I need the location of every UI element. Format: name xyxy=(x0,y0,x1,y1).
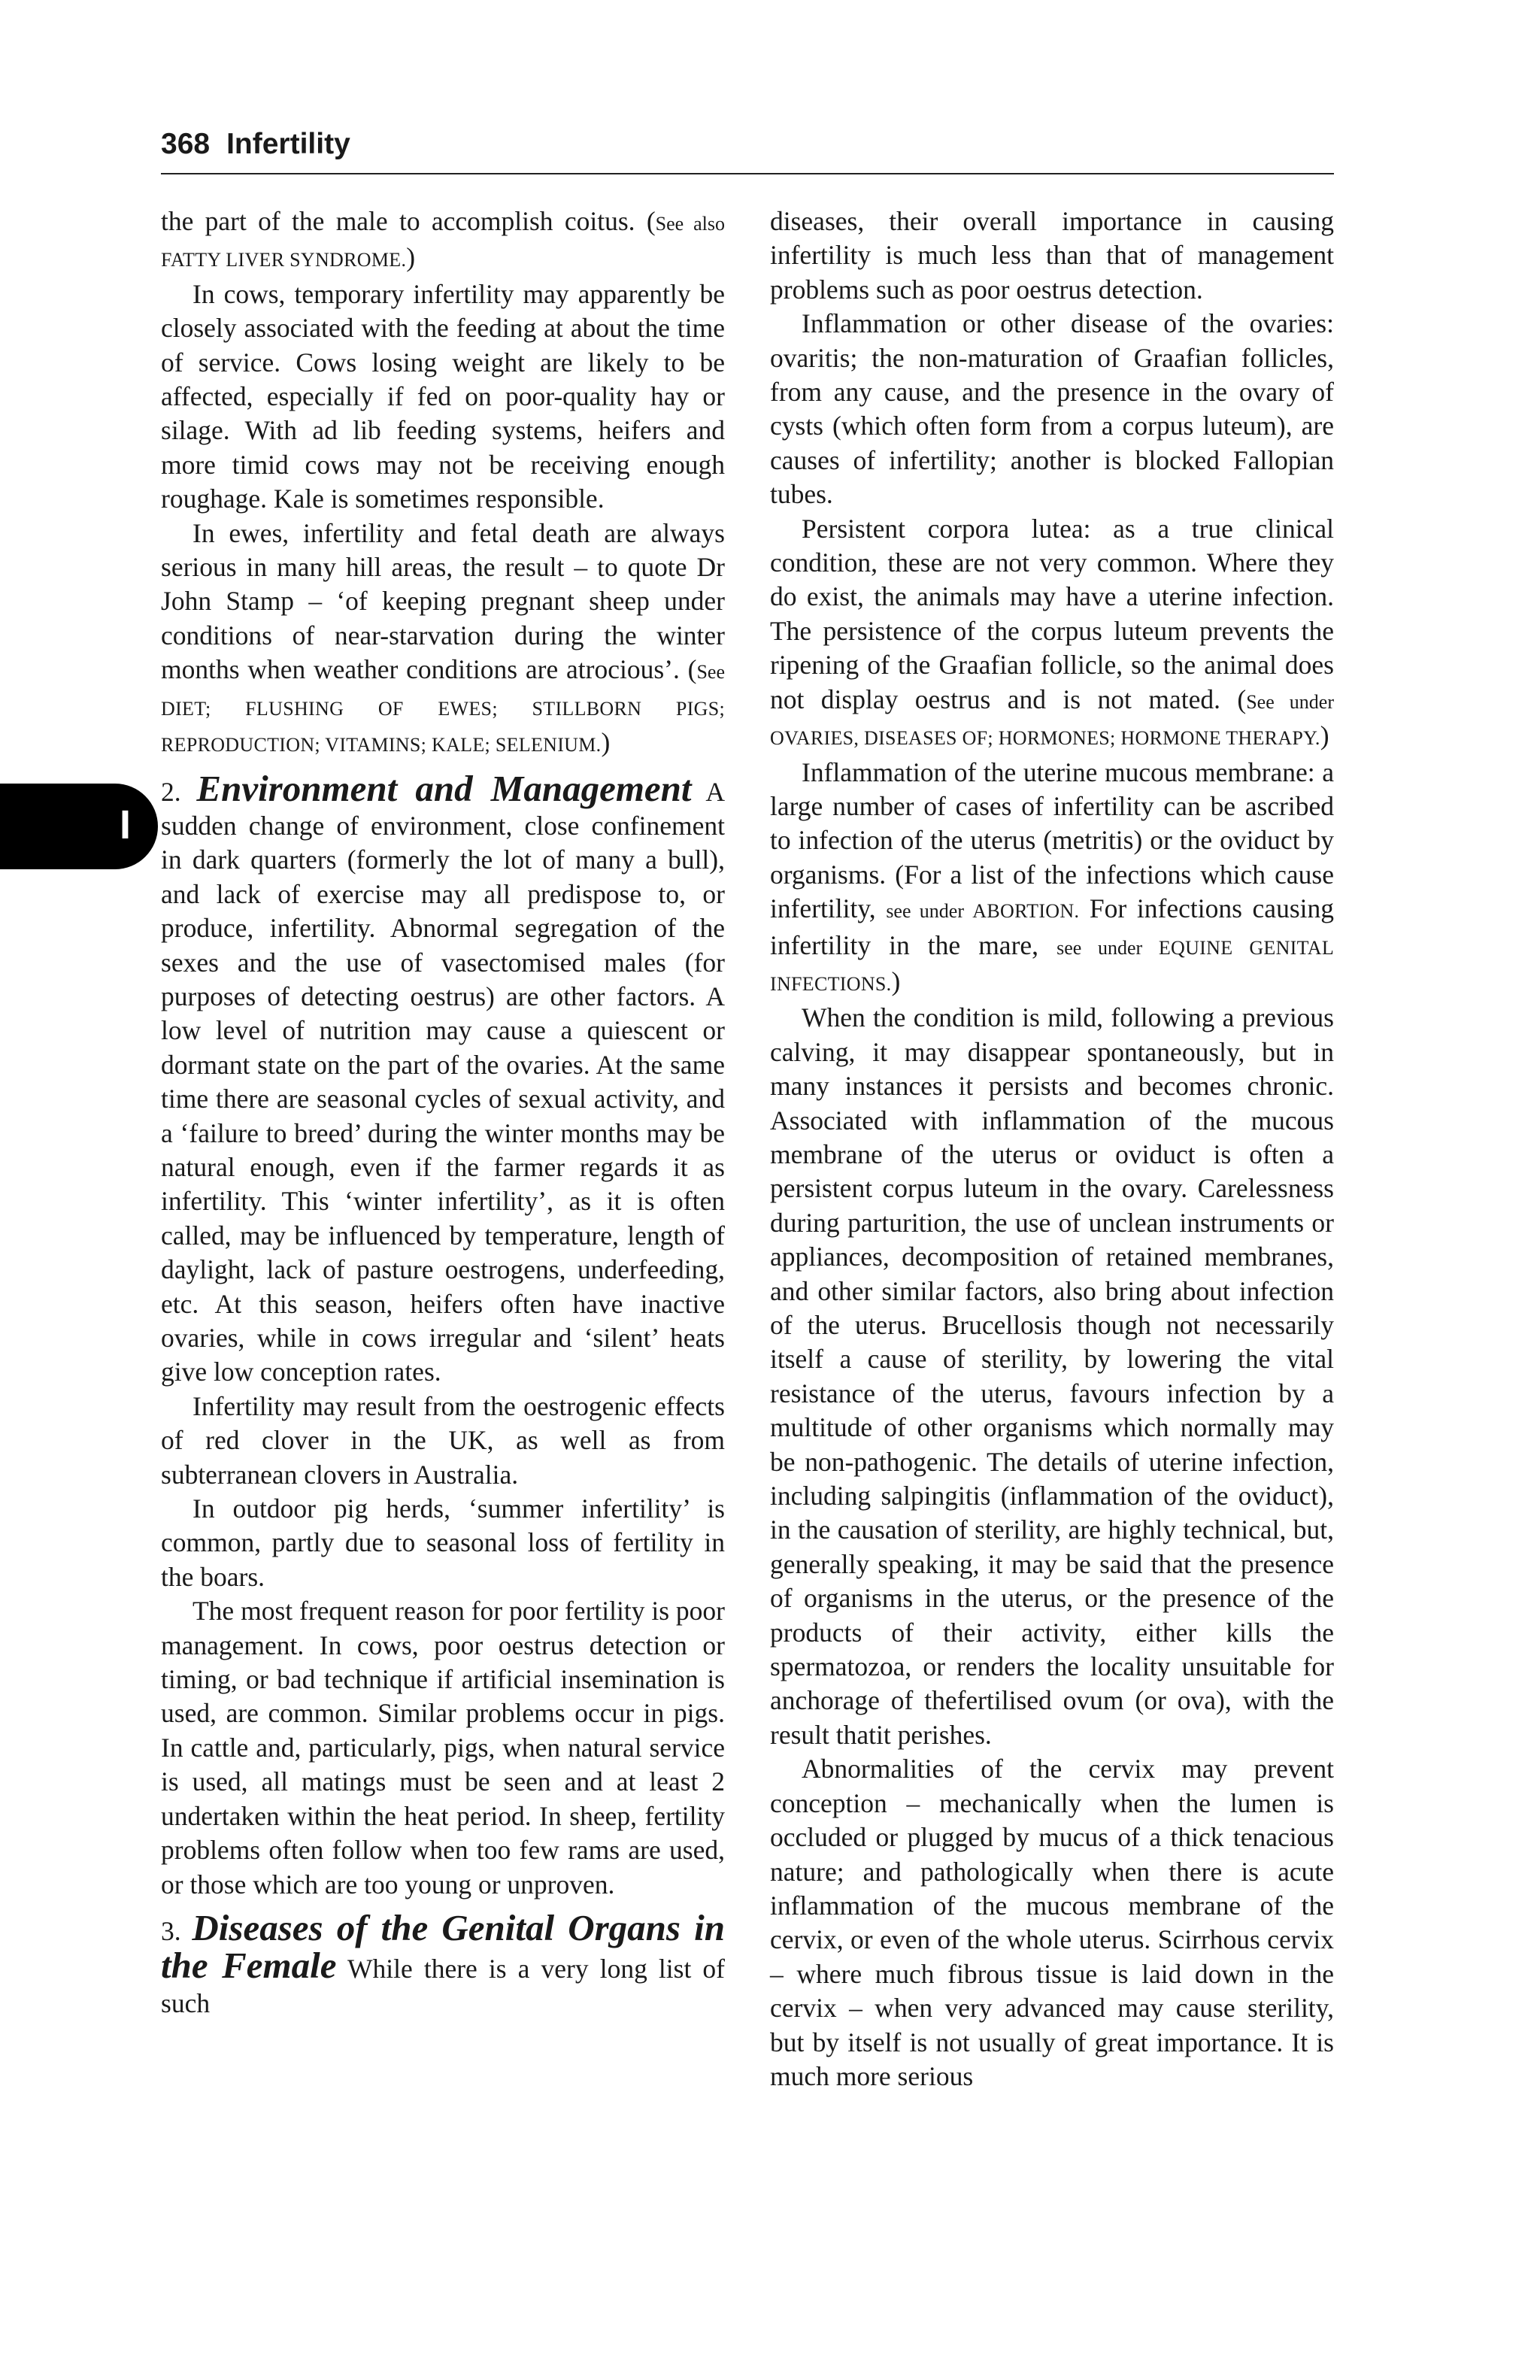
left-column xyxy=(161,205,725,2021)
cross-reference[interactable]: EQUINE GENITAL INFECTIONS. xyxy=(770,936,1334,995)
body-text: ) xyxy=(406,242,416,273)
body-text: ) xyxy=(1320,720,1329,751)
paragraph: diseases, their overall importance in causing infertility is much less than that of management problems such as poor oestrus detection. xyxy=(770,206,1334,305)
section-heading: Environment and Management xyxy=(196,767,692,809)
page-number: 368 xyxy=(161,128,211,160)
cross-reference[interactable]: DIET; FLUSHING OF EWES; STILLBORN PIGS; REPRODUCTION; VITAMINS; KALE; SELENIUM. xyxy=(161,697,725,756)
section-number: 2. xyxy=(161,776,181,807)
body-text: In ewes, infertility and fetal death are always serious in many hill areas, the result – to quote Dr John Stamp – ‘of keeping pregnant sheep under conditions of near-starvation during the winter months when weather conditions are atrocious’. ( xyxy=(161,517,725,685)
cross-reference[interactable]: OVARIES, DISEASES OF; HORMONES; HORMONE THERAPY. xyxy=(770,727,1320,750)
body-text: Persistent corpora lutea: as a true clinical condition, these are not very common. Where they do exist, the animals may have a uterine infection. The persistence of the corpus luteum prevents the ripening of the Graafian follicle, so the animal does not display oestrus and is not mated. ( xyxy=(770,513,1334,714)
paragraph: Infertility may result from the oestrogenic effects of red clover in the UK, as well as from subterranean clovers in Australia. xyxy=(161,1390,725,1490)
section-heading: Diseases of the Genital Organs in the Female xyxy=(161,1906,725,1987)
body-text: ) xyxy=(891,966,901,996)
cross-reference[interactable]: ABORTION. xyxy=(972,900,1080,923)
body-text: ) xyxy=(601,727,611,758)
cross-ref-prefix: See xyxy=(696,661,725,684)
body-text: While there is a very long list of such xyxy=(161,1954,726,2018)
paragraph: When the condition is mild, following a previous calving, it may disappear spontaneously, but in many instances it persists and becomes chronic. Associated with inflammation of the mucous membrane of the uterus or oviduct is often a persistent corpus luteum in the ovary. Carelessness during parturition, the use of unclean instruments or appliances, decomposition of retained membranes, and other similar factors, also bring about infection of the uterus. Brucellosis though not necessarily itself a cause of sterility, by lowering the vital resistance of the uterus, favours infection by a multitude of other organisms which normally may be non-pathogenic. The details of uterine infection, including salpingitis (inflammation of the oviduct), in the causation of sterility, are highly technical, but, generally speaking, it may be said that the presence of organisms in the uterus, or the presence of the products of their activity, either kills the spermatozoa, or renders the locality unsuitable for anchorage of thefertilised ovum (or ova), with the result thatit perishes. xyxy=(770,1002,1334,1750)
cross-ref-prefix: See also xyxy=(655,213,725,235)
cross-ref-prefix: see under xyxy=(1056,936,1159,959)
cross-ref-prefix: see under xyxy=(886,900,973,923)
paragraph xyxy=(770,756,1334,1002)
thumb-index-tab xyxy=(0,784,158,869)
cross-ref-prefix: See under xyxy=(1246,690,1334,713)
paragraph xyxy=(161,205,725,277)
section-3 xyxy=(161,1906,726,2021)
paragraph: The most frequent reason for poor fertility is poor management. In cows, poor oestrus detection or timing, or bad technique if artificial insemination is used, are common. Similar problems occur in pigs. In cattle and, particularly, pigs, when natural service is used, all matings must be seen and at least 2 undertaken within the heat period. In sheep, fertility problems often follow when too few rams are used, or those which are too young or unproven. xyxy=(161,1596,725,1899)
running-title: Infertility xyxy=(226,128,350,160)
thumb-index-letter: I xyxy=(119,802,131,847)
paragraph xyxy=(161,517,725,763)
paragraph: In outdoor pig herds, ‘summer infertility’ is common, partly due to seasonal loss of fertility in the boars. xyxy=(161,1493,725,1592)
section-2 xyxy=(161,767,726,1390)
paragraph xyxy=(770,512,1334,756)
cross-reference[interactable]: FATTY LIVER SYNDROME. xyxy=(161,249,407,271)
paragraph: Inflammation or other disease of the ovaries: ovaritis; the non-maturation of Graafian follicles, from any cause, and the presence in the ovary of cysts (which often form from a corpus luteum), are causes of infertility; another is blocked Fallopian tubes. xyxy=(770,308,1334,510)
body-text: Inflammation of the uterine mucous membrane: a large number of cases of infertility can be ascribed to infection of the uterus (metritis) or the oviduct by organisms. (For a list of the infections which cause infertility, xyxy=(770,756,1334,924)
section-number: 3. xyxy=(161,1915,181,1946)
paragraph: In cows, temporary infertility may apparently be closely associated with the feeding at about the time of service. Cows losing weight are likely to be affected, especially if fed on poor-quality hay or silage. With ad lib feeding systems, heifers and more timid cows may not be receiving enough roughage. Kale is sometimes responsible. xyxy=(161,278,725,514)
body-text: A sudden change of environment, close confinement in dark quarters (formerly the lot of many a bull), and lack of exercise may all predispose to, or produce, infertility. Abnormal segregation of the sexes and the use of vasectomised males (for purposes of detecting oestrus) are other factors. A low level of nutrition may cause a quiescent or dormant state on the part of the ovaries. At the same time there are seasonal cycles of sexual activity, and a ‘failure to breed’ during the winter months may be natural enough, even if the farmer regards it as infertility. This ‘winter infertility’, as it is often called, may be influenced by temperature, length of daylight, lack of pasture oestrogens, underfeeding, etc. At this season, heifers often have inactive ovaries, while in cows irregular and ‘silent’ heats give low conception rates. xyxy=(161,776,726,1387)
paragraph: Abnormalities of the cervix may prevent conception – mechanically when the lumen is occluded or plugged by mucus of a thick tenacious nature; and pathologically when there is acute inflammation of the mucous membrane of the cervix, or even of the whole uterus. Scirrhous cervix – where much fibrous tissue is laid down in the cervix – when very advanced may cause sterility, but by itself is not usually of great importance. It is much more serious xyxy=(770,1754,1334,2091)
right-column xyxy=(770,205,1334,2093)
body-text: the part of the male to accomplish coitus. ( xyxy=(161,206,656,236)
body-text: For infections causing infertility in the mare, xyxy=(770,893,1334,960)
running-header xyxy=(161,123,1334,174)
